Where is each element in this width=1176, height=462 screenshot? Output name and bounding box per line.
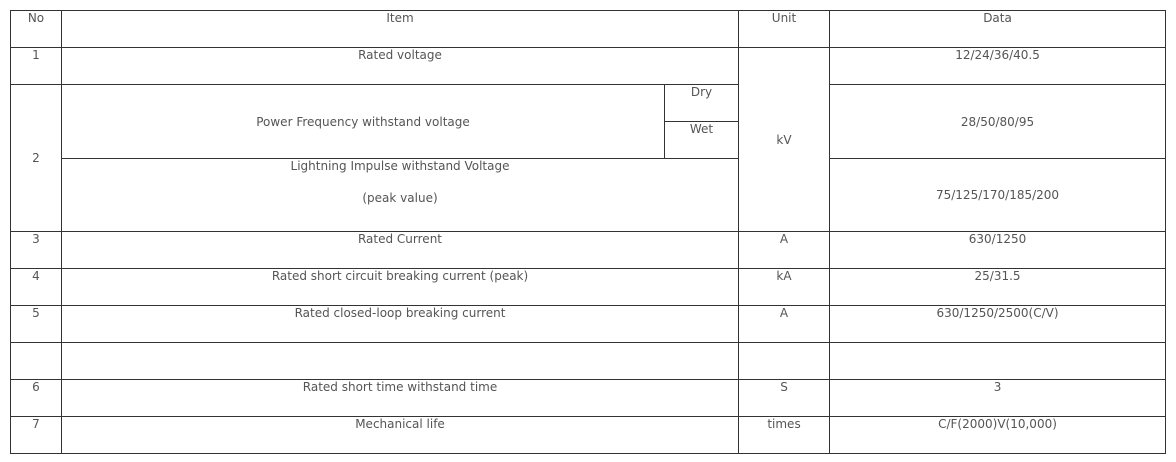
row-unit: A	[739, 306, 830, 343]
specification-table	[10, 10, 1166, 454]
row-data: 3	[830, 380, 1166, 417]
table-row-empty	[11, 343, 1166, 380]
table-row	[11, 380, 1166, 417]
row-no: 6	[11, 380, 62, 417]
row-data: 12/24/36/40.5	[830, 48, 1166, 85]
row-item: Rated Current	[62, 232, 739, 269]
row-unit: S	[739, 380, 830, 417]
table-row	[11, 306, 1166, 343]
row-data	[830, 343, 1166, 380]
row-item: Rated closed-loop breaking current	[62, 306, 739, 343]
row-unit: kA	[739, 269, 830, 306]
row-unit: times	[739, 417, 830, 454]
header-no: No	[11, 11, 62, 48]
row-subitem-wet: Wet	[665, 122, 739, 159]
row-item	[62, 343, 739, 380]
table-row	[11, 159, 1166, 232]
row-data: 630/1250	[830, 232, 1166, 269]
row-item: Rated short circuit breaking current (peak)	[62, 269, 739, 306]
row-no: 2	[11, 85, 62, 232]
table-row	[11, 269, 1166, 306]
row-data: 630/1250/2500(C/V)	[830, 306, 1166, 343]
row-item: Rated voltage	[62, 48, 739, 85]
row-no	[11, 343, 62, 380]
row-no: 3	[11, 232, 62, 269]
row-subitem-dry: Dry	[665, 85, 739, 122]
row-item: Power Frequency withstand voltage	[62, 85, 665, 159]
header-data: Data	[830, 11, 1166, 48]
row-data: C/F(2000)V(10,000)	[830, 417, 1166, 454]
table-row	[11, 48, 1166, 85]
header-item: Item	[62, 11, 739, 48]
row-unit: A	[739, 232, 830, 269]
row-no: 7	[11, 417, 62, 454]
table-row	[11, 232, 1166, 269]
table-row	[11, 417, 1166, 454]
row-item	[62, 159, 739, 232]
row-no: 5	[11, 306, 62, 343]
row-data: 25/31.5	[830, 269, 1166, 306]
row-unit	[739, 343, 830, 380]
row-data: 28/50/80/95	[830, 85, 1166, 159]
row-item: Rated short time withstand time	[62, 380, 739, 417]
row-item: Mechanical life	[62, 417, 739, 454]
header-unit: Unit	[739, 11, 830, 48]
row-data: 75/125/170/185/200	[830, 159, 1166, 232]
row-item-line: (peak value)	[362, 191, 438, 205]
row-no: 1	[11, 48, 62, 85]
row-item-line: Lightning Impulse withstand Voltage	[290, 159, 510, 173]
table-row	[11, 85, 1166, 122]
voltage-unit-cell: kV	[739, 48, 830, 232]
header-row	[11, 11, 1166, 48]
row-no: 4	[11, 269, 62, 306]
